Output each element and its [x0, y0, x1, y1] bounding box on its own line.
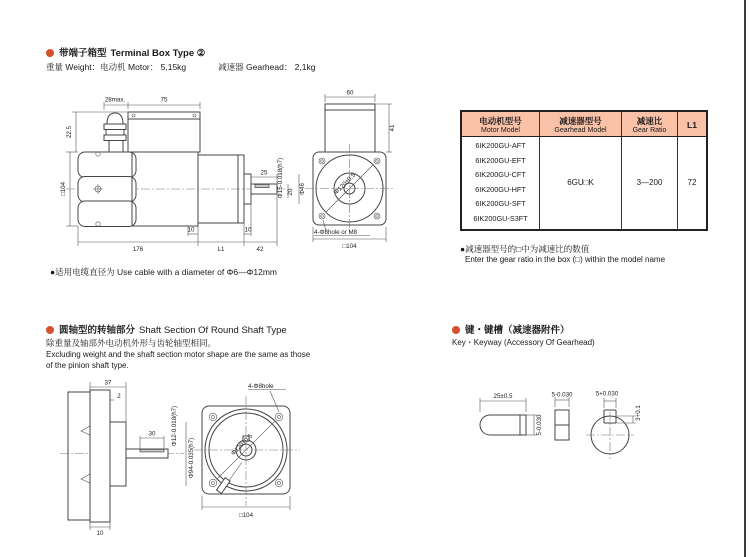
cable-note: ●适用电缆直径为 Use cable with a diameter of Φ6—Φ12mm [50, 267, 278, 277]
dim-front-box-height: 41 [389, 124, 396, 132]
dim-front-box-width: 60 [346, 89, 354, 97]
dim-round-pilot-dia: Φ94-0.035(h7) [188, 437, 195, 479]
dim-round-holes: 4-Φ8hole [248, 383, 274, 390]
header-motor-model-en: Motor Model [481, 127, 520, 134]
dim-boss-dia: Φ46 [299, 183, 306, 195]
dim-box-width: 75 [160, 96, 168, 104]
dim-slot-width: 5+0.030 [595, 390, 619, 398]
output-shaft [251, 184, 277, 194]
round-shaft-title-en: Shaft Section Of Round Shaft Type [139, 325, 287, 336]
weight-label: 重量 Weight： [46, 62, 101, 72]
table-row: 6IK200GU-SFT [475, 199, 526, 209]
weight-line [46, 61, 315, 73]
table-row: 6IK200GU-HFT [475, 184, 526, 194]
dim-round-flange: 10 [96, 530, 104, 537]
motor-side-view [66, 112, 286, 227]
dim-keyway-length: 20 [287, 188, 294, 196]
dim-box-height: 22.5 [66, 125, 73, 139]
dim-round-total: 37 [104, 379, 112, 387]
terminal-box-title-zh: 带端子箱型 [59, 48, 107, 59]
key-title-en: Key・Keyway (Accessory Of Gearhead) [452, 338, 595, 347]
dim-round-bolt-circle: Φ120±0.5 [229, 432, 255, 458]
dim-offset-a: 10 [187, 226, 195, 234]
table-note [460, 243, 665, 264]
l1-cell: 72 [687, 178, 697, 188]
round-shaft-front-view [194, 383, 300, 519]
header-gearhead-model-zh: 减速器型号 [559, 116, 602, 126]
table-body [462, 137, 706, 229]
dim-front-frame: □104 [342, 243, 357, 250]
section-bullet-icon [46, 49, 54, 57]
header-gear-ratio [622, 112, 678, 136]
motor-model-list [462, 137, 540, 229]
dim-frame-side: □104 [60, 181, 67, 197]
table-row: 6IK200GU-AFT [475, 141, 526, 150]
dim-key-width: 5-0.030 [551, 391, 573, 399]
table-note-line2: Enter the gear ratio in the box (□) within the model name [465, 255, 666, 264]
dim-key-height: 5-0.030 [536, 414, 543, 436]
section-bullet-icon [46, 326, 54, 334]
dim-round-shaft-dia: Φ12-0.018(h7) [171, 405, 178, 447]
table-note-line1: ●减速器型号的□中为减速比的数值 [460, 244, 590, 254]
dim-shaft-length: 25 [260, 169, 268, 177]
gearhead-weight: 减速器 Gearhead： 2,1kg [218, 62, 316, 72]
header-l1 [678, 112, 706, 136]
round-shaft-title-zh: 圆轴型的转轴部分 [59, 325, 136, 336]
dim-shaft-dia: Φ15-0.018(h7) [277, 157, 284, 199]
table-header-row [462, 112, 706, 137]
header-gearhead-model-en: Gearhead Model [554, 127, 607, 134]
dim-round-frame: □104 [238, 512, 254, 519]
round-shaft-title [46, 322, 287, 336]
model-table [460, 110, 708, 231]
header-gear-ratio-en: Gear Ratio [632, 127, 667, 134]
header-l1-zh: L1 [687, 119, 697, 130]
round-shaft-desc-en2: of the pinion shaft type. [46, 361, 129, 370]
main-dimension-drawing [58, 88, 448, 266]
table-row: 6IK200GU-S3FT [473, 213, 528, 223]
dim-gland-width: 28max. [104, 96, 126, 104]
dim-offset-b: 10 [244, 226, 252, 234]
key-plan-view [480, 393, 543, 436]
terminal-box [128, 112, 200, 152]
header-gearhead-model [540, 112, 622, 136]
dim-shaft-section: 42 [256, 246, 264, 253]
dim-bolt-circle: Φ120±0.5 [332, 171, 358, 197]
header-motor-model-zh: 电动机型号 [479, 116, 522, 126]
shaft-keyway-view [586, 391, 642, 460]
header-gear-ratio-zh: 减速比 [636, 116, 663, 126]
section-bullet-icon [452, 326, 460, 334]
key-keyway-drawing [450, 385, 655, 470]
round-shaft-drawing [52, 378, 312, 538]
dim-mounting-holes: 4-Φ8hole or M8 [314, 229, 358, 236]
table-row: 6IK200GU-EFT [475, 155, 526, 165]
page-right-border [744, 0, 746, 557]
dim-key-length: 25±0.5 [493, 393, 513, 400]
motor-front-view [305, 90, 396, 251]
terminal-box-title [46, 45, 205, 59]
key-section-view [552, 392, 574, 441]
round-shaft-side-view [60, 380, 195, 538]
key-section-title [452, 322, 570, 336]
table-row: 6IK200GU-CFT [475, 170, 526, 180]
dim-round-keyway-length: 30 [148, 430, 156, 438]
header-motor-model [462, 112, 540, 136]
terminal-box-title-en: Terminal Box Type ② [110, 48, 206, 59]
round-shaft-desc-zh: 除重量及轴部外电动机外形与齿轮轴型相同。 [46, 338, 217, 348]
key-title-zh: 键・键槽（减速器附件） [465, 325, 570, 336]
gearhead-model-cell: 6GU□K [540, 137, 622, 229]
cable-gland [104, 113, 126, 152]
motor-weight: 电动机 Motor： 5,15kg [100, 62, 187, 72]
dim-round-offset: 2 [117, 393, 121, 400]
dim-motor-length: 176 [132, 246, 144, 253]
gear-ratio-cell: 3—200 [622, 137, 678, 229]
dim-gearhead-length: L1 [217, 246, 225, 253]
round-shaft-desc-en1: Excluding weight and the shaft section motor shape are the same as those [46, 350, 311, 359]
dim-slot-depth: 3+0.1 [635, 405, 642, 421]
